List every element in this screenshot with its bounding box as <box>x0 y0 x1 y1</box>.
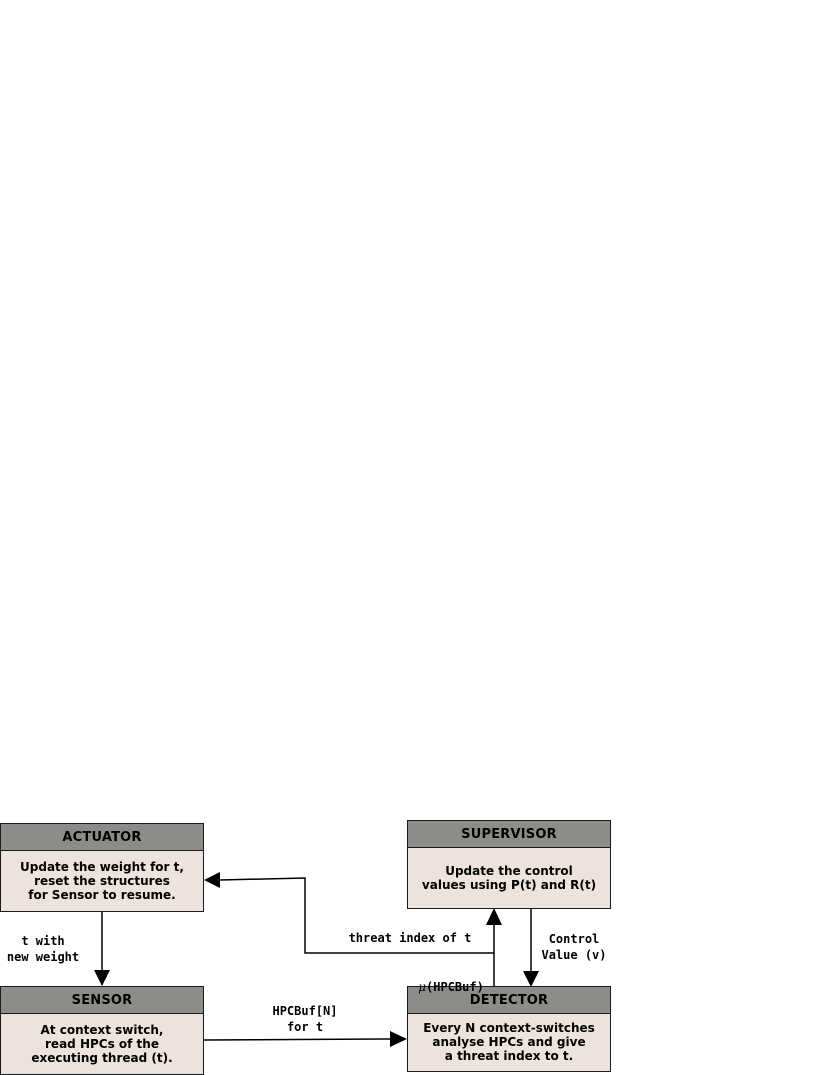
sensor-node <box>0 986 204 1075</box>
arrowhead-actuator <box>204 872 220 888</box>
arrowhead-sensor <box>94 970 110 986</box>
label-mu-hpcbuf <box>410 963 492 995</box>
sensor-title: SENSOR <box>1 987 203 1014</box>
supervisor-body: Update the control values using P(t) and R(t) <box>421 863 597 892</box>
actuator-title: ACTUATOR <box>1 824 203 851</box>
detector-title: DETECTOR <box>408 987 610 1014</box>
edge-sensor-to-detector <box>204 1039 391 1040</box>
arrowhead-detector-from-supervisor <box>523 971 539 987</box>
actuator-body: Update the weight for t, reset the structures for Sensor to resume. <box>20 859 184 902</box>
label-control-value: Control Value (v) <box>541 932 607 962</box>
label-hpcbuf-arg: (HPCBuf) <box>426 980 484 994</box>
arrowhead-detector-from-sensor <box>390 1031 407 1047</box>
sensor-body: At context switch, read HPCs of the executing thread (t). <box>31 1022 173 1065</box>
label-hpcbuf-n: HPCBuf[N] for t <box>272 1004 338 1034</box>
detector-node <box>407 986 611 1072</box>
supervisor-node <box>407 820 611 909</box>
label-mu-symbol: μ <box>418 980 426 994</box>
label-threat-index: threat index of t <box>348 931 472 945</box>
supervisor-title: SUPERVISOR <box>408 821 610 848</box>
arrowhead-supervisor <box>486 908 502 925</box>
actuator-node <box>0 823 204 912</box>
label-t-with-new-weight: t with new weight <box>6 934 80 964</box>
detector-body: Every N context-switches analyse HPCs and give a threat index to t. <box>423 1021 595 1063</box>
